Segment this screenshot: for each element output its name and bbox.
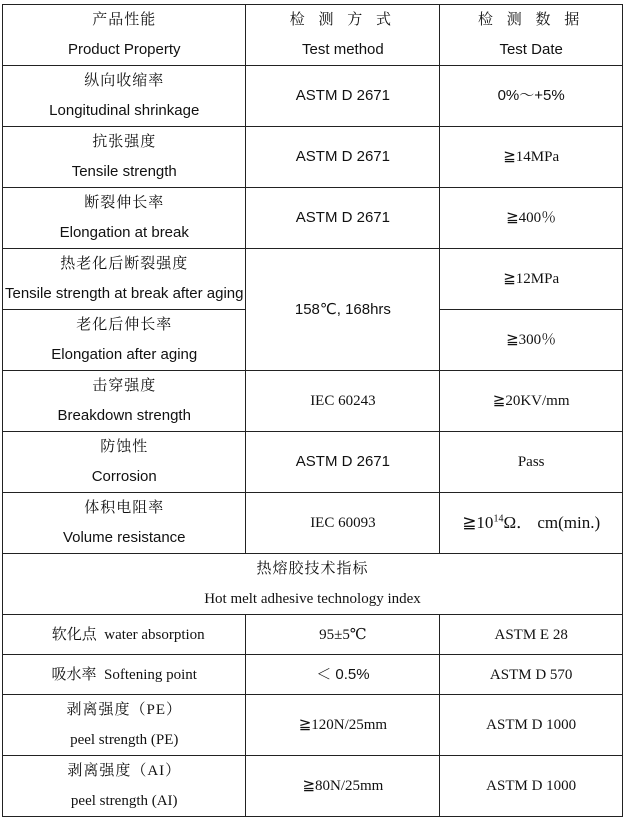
method-cell: IEC 60243: [246, 371, 440, 432]
table-row: [3, 493, 623, 554]
table-row: [3, 249, 623, 310]
header-row: [3, 5, 623, 66]
adhesive-method-cell: ASTM D 1000: [440, 695, 623, 756]
adhesive-property-cell: 软化点 water absorption: [3, 615, 246, 655]
method-cell: IEC 60093: [246, 493, 440, 554]
adhesive-value-cell: ＜ 0.5%: [246, 655, 440, 695]
table-row: [3, 695, 623, 756]
property-cell: 抗张强度 Tensile strength: [3, 127, 246, 188]
method-cell: ASTM D 2671: [246, 127, 440, 188]
adhesive-property-cell: 剥离强度（AI） peel strength (AI): [3, 756, 246, 817]
table-row: [3, 615, 623, 655]
property-cell: 体积电阻率 Volume resistance: [3, 493, 246, 554]
table-row: [3, 127, 623, 188]
property-cell: 断裂伸长率 Elongation at break: [3, 188, 246, 249]
adhesive-value-cell: ≧80N/25mm: [246, 756, 440, 817]
value-cell: 0%～+5%: [440, 66, 623, 127]
table-row: [3, 66, 623, 127]
property-cell: 老化后伸长率 Elongation after aging: [3, 310, 246, 371]
adhesive-title-row: [3, 554, 623, 615]
table-row: [3, 655, 623, 695]
table-row: [3, 756, 623, 817]
header-property: 产品性能 Product Property: [3, 5, 246, 66]
adhesive-value-cell: ≧120N/25mm: [246, 695, 440, 756]
value-cell: ≧400％: [440, 188, 623, 249]
method-cell: ASTM D 2671: [246, 66, 440, 127]
adhesive-method-cell: ASTM D 570: [440, 655, 623, 695]
aging-method-cell: 158℃, 168hrs: [246, 249, 440, 371]
adhesive-title: 热熔胶技术指标 Hot melt adhesive technology index: [3, 554, 623, 615]
value-cell: ≧300％: [440, 310, 623, 371]
property-cell: 热老化后断裂强度 Tensile strength at break after aging: [3, 249, 246, 310]
adhesive-value-cell: 95±5℃: [246, 615, 440, 655]
property-cell: 击穿强度 Breakdown strength: [3, 371, 246, 432]
method-cell: ASTM D 2671: [246, 188, 440, 249]
value-cell: Pass: [440, 432, 623, 493]
volume-resistance-value: $≧10^{14}\Omega$． cm(min.): [440, 493, 623, 554]
table-row: [3, 371, 623, 432]
value-cell: ≧12MPa: [440, 249, 623, 310]
table-row: [3, 432, 623, 493]
adhesive-property-cell: 剥离强度（PE） peel strength (PE): [3, 695, 246, 756]
property-cell: 防蚀性 Corrosion: [3, 432, 246, 493]
value-cell: ≧20KV/mm: [440, 371, 623, 432]
exponent: 14: [493, 513, 504, 525]
value-cell: ≧14MPa: [440, 127, 623, 188]
header-method: 检 测 方 式 Test method: [246, 5, 440, 66]
method-cell: ASTM D 2671: [246, 432, 440, 493]
header-data: 检 测 数 据 Test Date: [440, 5, 623, 66]
adhesive-method-cell: ASTM E 28: [440, 615, 623, 655]
adhesive-method-cell: ASTM D 1000: [440, 756, 623, 817]
product-spec-table: [2, 4, 623, 817]
adhesive-property-cell: 吸水率 Softening point: [3, 655, 246, 695]
table-row: [3, 188, 623, 249]
property-cell: 纵向收缩率 Longitudinal shrinkage: [3, 66, 246, 127]
